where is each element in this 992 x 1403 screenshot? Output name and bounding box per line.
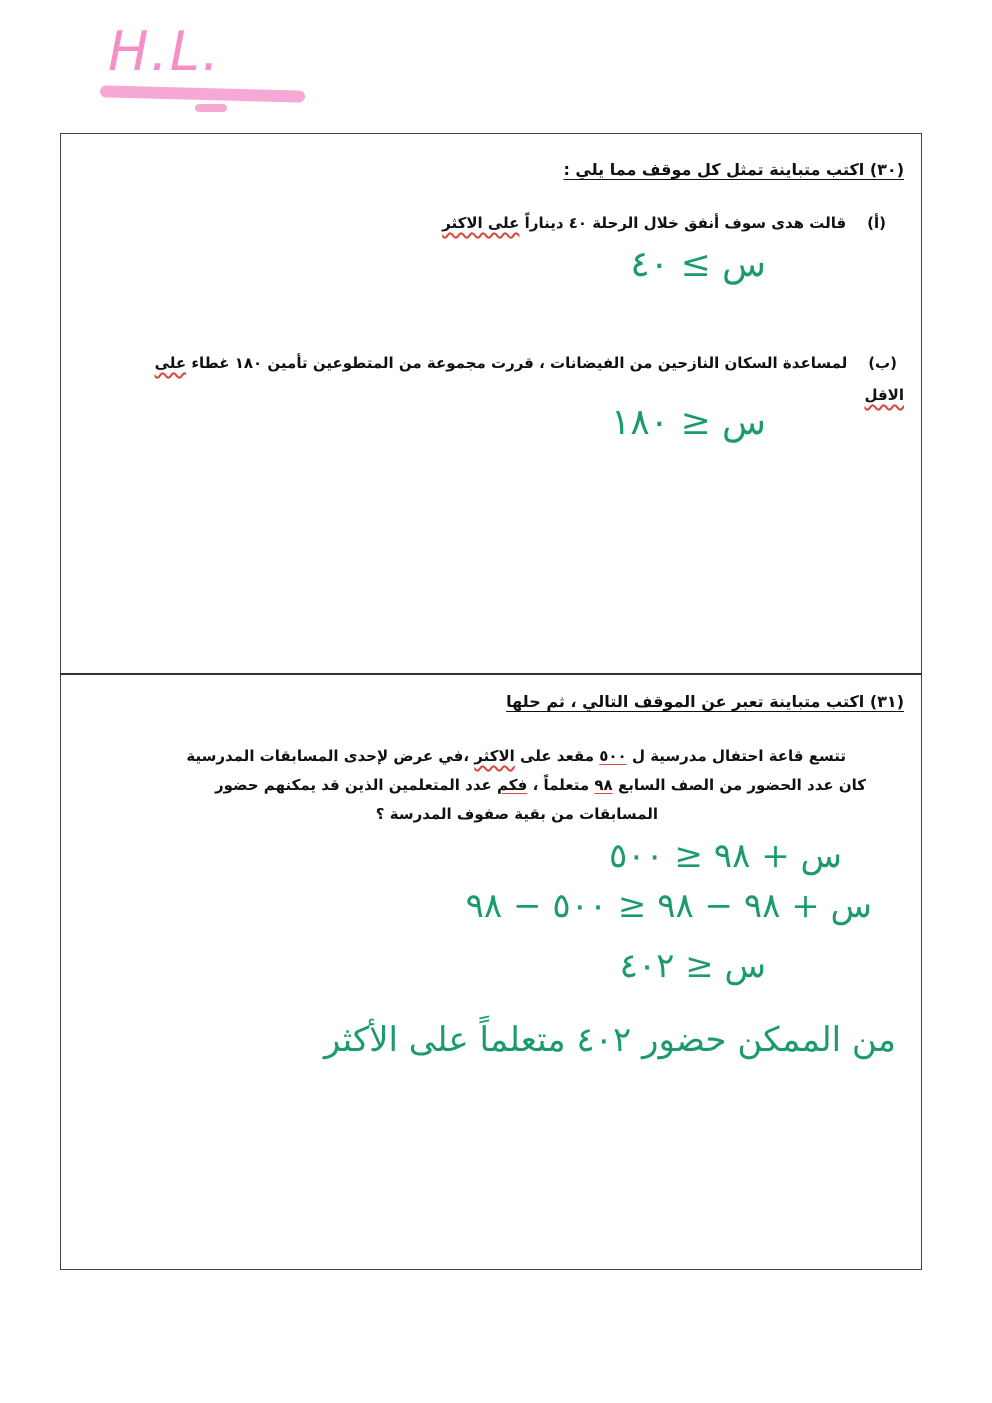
q31-line1-part3: ،في عرض لإحدى المسابقات المدرسية <box>186 747 470 765</box>
q31-line2-part1: كان عدد الحضور من الصف السابع <box>617 776 866 794</box>
q30-a-label: (أ) <box>867 214 886 232</box>
q30-b-text: لمساعدة السكان النازحين من الفيضانات ، قررت مجموعة من المتطوعين تأمين ١٨٠ غطاء <box>191 354 848 372</box>
q31-work-step-1: س + ٩٨ ≤ ٥٠٠ <box>608 836 842 876</box>
q30-b-emphasis-1: على <box>154 354 187 372</box>
grader-highlight-stroke <box>100 85 305 102</box>
q31-line1-part2: مقعد على <box>520 747 595 765</box>
q30-part-a <box>442 214 886 232</box>
q31-line2-emphasis: فكم <box>497 776 528 794</box>
q30-b-emphasis-2: الاقل <box>864 386 904 404</box>
q31-line2-part3: عدد المتعلمين الذين قد يمكنهم حضور <box>214 776 492 794</box>
q31-conclusion: من الممكن حضور ٤٠٢ متعلماً على الأكثر <box>323 1020 896 1060</box>
section-divider <box>60 673 922 675</box>
grader-initials-text: H.L. <box>108 20 222 83</box>
q31-line-2 <box>215 776 866 794</box>
q31-line1-emphasis: الاكثر <box>474 747 515 765</box>
q30-a-text: قالت هدى سوف أنفق خلال الرحلة ٤٠ ديناراً <box>524 214 847 232</box>
q31-work-step-2: س + ٩٨ − ٩٨ ≤ ٥٠٠ − ٩٨ <box>465 886 872 926</box>
q30-heading: (٣٠) اكتب متباينة تمثل كل موقف مما يلي : <box>563 160 904 179</box>
q30-a-emphasis: على الاكثر <box>442 214 520 232</box>
q31-line-1 <box>186 747 846 765</box>
q30-a-answer: س ≥ ٤٠ <box>630 244 766 285</box>
q31-line2-number: ٩٨ <box>594 776 613 794</box>
q30-b-answer: س ≤ ١٨٠ <box>610 402 766 443</box>
q31-line2-part2: متعلماً ، <box>532 776 590 794</box>
grader-highlight-dash <box>195 104 227 112</box>
q31-line1-part1: تتسع قاعة احتفال مدرسية ل <box>631 747 846 765</box>
q30-b-label: (ب) <box>868 354 897 372</box>
q31-line1-number: ٥٠٠ <box>599 747 627 765</box>
grader-initials <box>100 18 315 118</box>
q30-part-b <box>155 354 897 372</box>
q31-heading: (٣١) اكتب متباينة تعبر عن الموقف التالي ، ثم حلها <box>506 692 904 711</box>
q31-work-step-3: س ≤ ٤٠٢ <box>619 946 766 986</box>
q31-line-3: المسابقات من بقية صفوف المدرسة ؟ <box>375 805 658 823</box>
